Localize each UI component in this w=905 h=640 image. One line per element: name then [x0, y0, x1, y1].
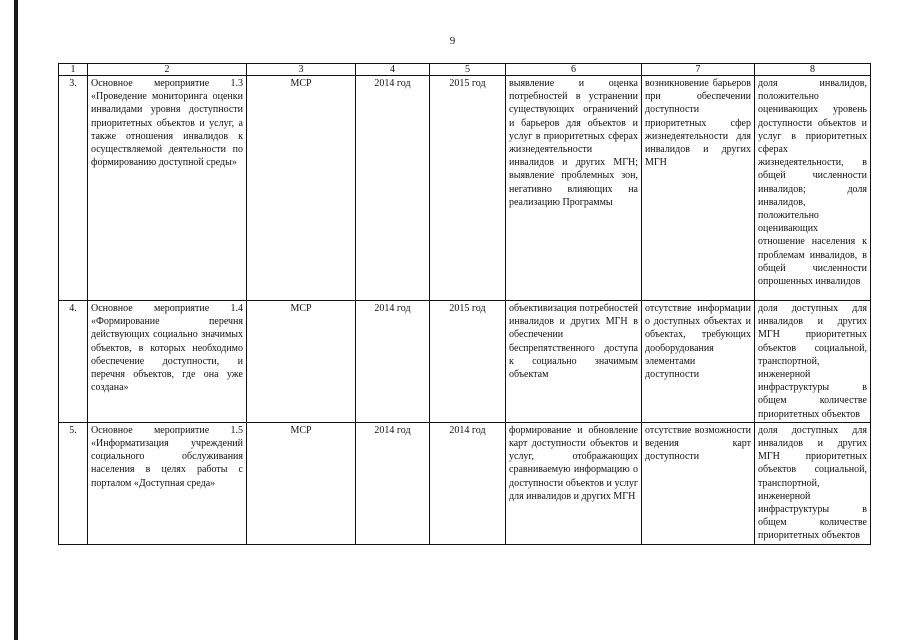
- column-header-1: 1: [59, 64, 88, 76]
- non-implementation-consequences: отсутствие информации о доступных объектах и объектах, требующих дооборудования элементами доступности: [642, 301, 755, 423]
- end-year: 2014 год: [430, 422, 506, 544]
- row-number: 4.: [59, 301, 88, 423]
- activity-name: Основное мероприятие 1.5 «Информатизация учреждений социального обслуживания населения в целях работы с порталом «Доступная среда»: [88, 422, 247, 544]
- executor: МСР: [247, 76, 356, 301]
- page-number: 9: [449, 35, 456, 47]
- expected-result: объективизация потребностей инвалидов и других МГН в обеспечении беспрепятственного доступа к социально значимым объектам: [506, 301, 642, 423]
- column-header-3: 3: [247, 64, 356, 76]
- related-indicators: доля доступных для инвалидов и других МГН приоритетных объектов социальной, транспортной, инженерной инфраструктуры в общем количестве приоритетных объектов: [755, 301, 871, 423]
- related-indicators: доля доступных для инвалидов и других МГН приоритетных объектов социальной, транспортной, инженерной инфраструктуры в общем количестве приоритетных объектов: [755, 422, 871, 544]
- table-header-row: [59, 64, 871, 76]
- column-header-4: 4: [356, 64, 430, 76]
- column-header-5: 5: [430, 64, 506, 76]
- activity-name: Основное мероприятие 1.4 «Формирование перечня действующих социально значимых объектов, в которых необходимо обеспечение доступности, и перечня объектов, где она уже создана»: [88, 301, 247, 423]
- end-year: 2015 год: [430, 76, 506, 301]
- row-number: 5.: [59, 422, 88, 544]
- executor: МСР: [247, 301, 356, 423]
- expected-result: формирование и обновление карт доступности объектов и услуг, отображающих сравниваемую информацию о доступности объектов и услуг для инвалидов и других МГН: [506, 422, 642, 544]
- column-header-7: 7: [642, 64, 755, 76]
- table-row: [59, 422, 871, 544]
- column-header-6: 6: [506, 64, 642, 76]
- non-implementation-consequences: возникновение барьеров при обеспечении доступности приоритетных сфер жизнедеятельности для инвалидов и других МГН: [642, 76, 755, 301]
- non-implementation-consequences: отсутствие возможности ведения карт доступности: [642, 422, 755, 544]
- measures-table: [58, 63, 871, 545]
- table-row: [59, 76, 871, 301]
- start-year: 2014 год: [356, 301, 430, 423]
- row-number: 3.: [59, 76, 88, 301]
- column-header-8: 8: [755, 64, 871, 76]
- start-year: 2014 год: [356, 422, 430, 544]
- start-year: 2014 год: [356, 76, 430, 301]
- activity-name: Основное мероприятие 1.3 «Проведение мониторинга оценки инвалидами уровня доступности приоритетных объектов и услуг, а также отношения инвалидов к осуществляемой деятельности по формированию доступной среды»: [88, 76, 247, 301]
- executor: МСР: [247, 422, 356, 544]
- table-row: [59, 301, 871, 423]
- related-indicators: доля инвалидов, положительно оценивающих уровень доступности объектов и услуг в приоритетных сферах жизнедеятельности, в общей численности инвалидов; доля инвалидов, положительно оценивающих отношение населения к проблемам инвалидов, в общей численности опрошенных инвалидов: [755, 76, 871, 301]
- scan-edge-line: [14, 0, 18, 640]
- column-header-2: 2: [88, 64, 247, 76]
- end-year: 2015 год: [430, 301, 506, 423]
- expected-result: выявление и оценка потребностей в устранении существующих ограничений и барьеров для объектов и услуг в приоритетных сферах жизнедеятельности инвалидов и других МГН; выявление проблемных зон, негативно влияющих на реализацию Программы: [506, 76, 642, 301]
